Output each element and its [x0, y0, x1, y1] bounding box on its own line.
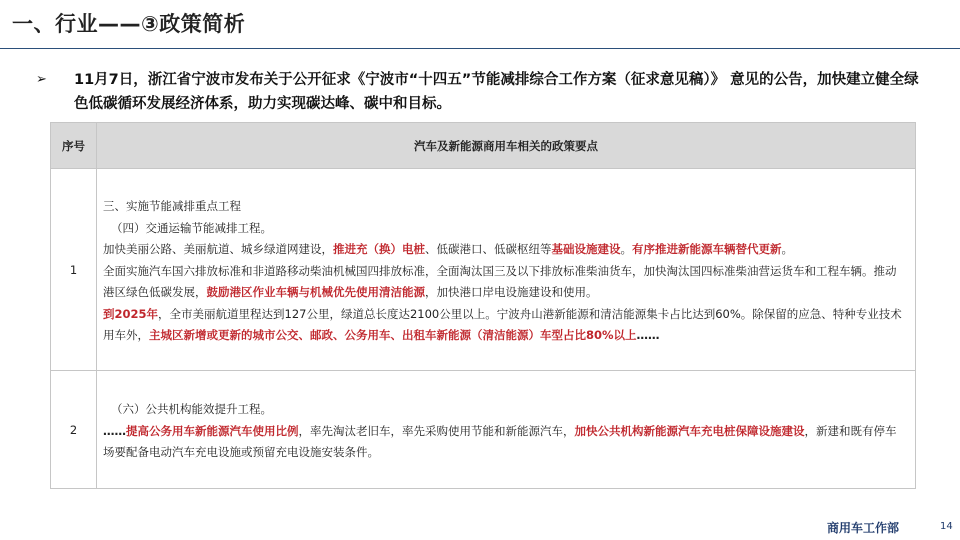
highlighted-text: 推进充（换）电桩 [333, 242, 425, 257]
department-label: 商用车工作部 [827, 521, 900, 535]
policy-text: 。 [620, 242, 632, 257]
title-divider [0, 48, 960, 49]
policy-text: ，加快港口岸电设施建设和使用。 [425, 285, 598, 300]
highlighted-text: 提高公务用车新能源汽车使用比例 [126, 423, 299, 438]
highlighted-text: 主城区新增或更新的城市公交、邮政、公务用车、出租车新能源（清洁能源）车型占比80%以上 [149, 328, 637, 343]
table-header-row [51, 123, 916, 169]
highlighted-text: 加快公共机构新能源汽车充电桩保障设施建设 [574, 423, 805, 438]
page-number: 14 [940, 521, 953, 532]
policy-text: …… [103, 423, 126, 438]
table-row [51, 371, 916, 489]
header-policy-points: 汽车及新能源商用车相关的政策要点 [97, 123, 916, 169]
policy-text: 三、实施节能减排重点工程 [103, 199, 241, 214]
row-index: 2 [51, 371, 97, 489]
arrow-bullet-icon: ➢ [36, 72, 47, 87]
policy-text: ，新建和既有停车场要配备电动汽车充电设施或预留充电设施安装条件。 [103, 423, 897, 460]
policy-line [103, 196, 905, 218]
policy-text: ，全市美丽航道里程达到127公里，绿道总长度达2100公里以上。宁波舟山港新能源和清洁能源集卡占比达到60%。除保留的应急、特种专业技术用车外， [103, 306, 902, 343]
policy-line [103, 218, 905, 240]
policy-text: 加快美丽公路、美丽航道、城乡绿道网建设， [103, 242, 333, 257]
intro-bullet-paragraph [36, 68, 926, 116]
highlighted-text: 到2025年 [103, 306, 159, 321]
policy-points-cell [97, 371, 916, 489]
policy-line [103, 421, 905, 464]
policy-line [103, 261, 905, 304]
policy-table [50, 122, 916, 489]
intro-text: 11月7日，浙江省宁波市发布关于公开征求《宁波市“十四五”节能减排综合工作方案（征求意见稿）》 意见的公告，加快建立健全绿色低碳循环发展经济体系，助力实现碳达峰、碳中和目标。 [74, 72, 919, 112]
policy-text: 全面实施汽车国六排放标准和非道路移动柴油机械国四排放标准，全面淘汰国三及以下排放标准柴油货车，加快淘汰国四标准柴油营运货车和工程车辆。推动港区绿色低碳发展， [103, 263, 897, 300]
policy-line [103, 304, 905, 347]
policy-line [103, 399, 905, 421]
header-index: 序号 [51, 123, 97, 169]
row-index: 1 [51, 169, 97, 371]
policy-text: …… [636, 328, 660, 343]
policy-line [103, 239, 905, 261]
highlighted-text: 鼓励港区作业车辆与机械优先使用清洁能源 [206, 285, 425, 300]
policy-text: ，率先淘汰老旧车，率先采购使用节能和新能源汽车， [298, 423, 575, 438]
table-row [51, 169, 916, 371]
highlighted-text: 有序推进新能源车辆替代更新 [632, 242, 782, 257]
policy-points-cell [97, 169, 916, 371]
page-title: 一、行业——③政策简析 [12, 12, 246, 36]
policy-text: （六）公共机构能效提升工程。 [111, 402, 272, 417]
policy-text: 。 [781, 242, 793, 257]
highlighted-text: 基础设施建设 [551, 242, 621, 257]
policy-text: 、低碳港口、低碳枢纽等 [425, 242, 552, 257]
policy-text: （四）交通运输节能减排工程。 [111, 220, 272, 235]
